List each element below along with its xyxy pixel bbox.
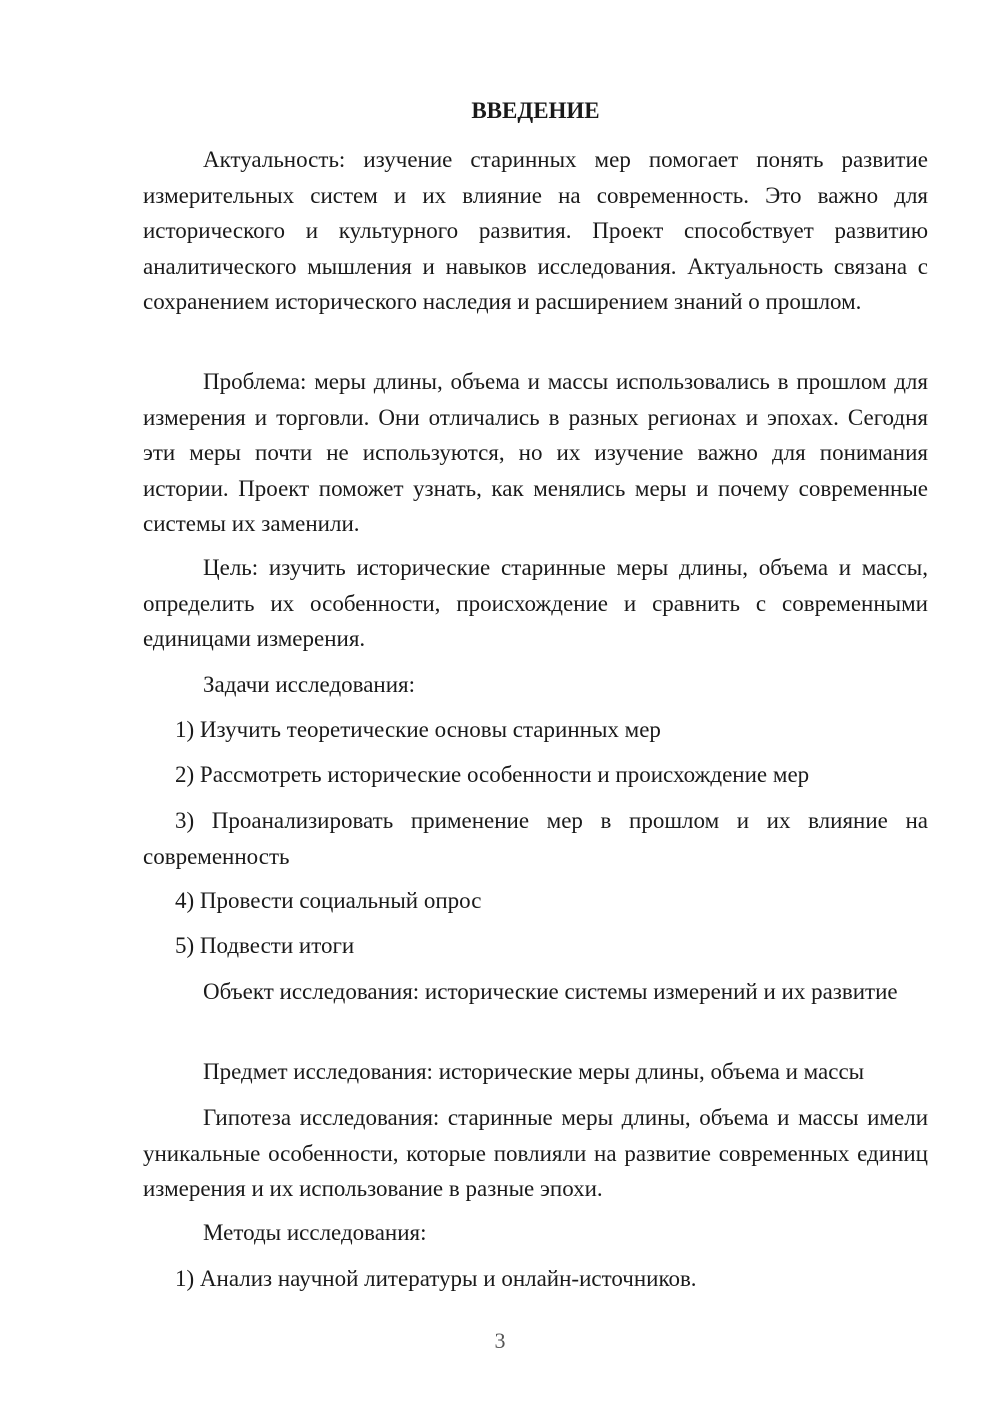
methods-title: Методы исследования: [203, 1220, 427, 1245]
task-item-5: 5) Подвести итоги [175, 933, 355, 958]
page-title: ВВЕДЕНИЕ [471, 98, 600, 123]
page-number: 3 [494, 1328, 506, 1353]
hypothesis-paragraph: Гипотеза исследования: старинные меры длины, объема и массы имели уникальные особенности, которые повлияли на развитие современных единиц измерения и их использование в разные эпохи. [143, 1105, 928, 1201]
tasks-title: Задачи исследования: [203, 672, 416, 697]
task-item-2: 2) Рассмотреть исторические особенности и происхождение мер [175, 762, 810, 787]
relevance-paragraph: Актуальность: изучение старинных мер помогает понять развитие измерительных систем и их влияние на современность. Это важно для исторического и культурного развития. Проект способствует развитию аналитического мышления и навыков исследования. Актуальность связана с сохранением исторического наследия и расширением знаний о прошлом. [143, 147, 928, 314]
task-item-1: 1) Изучить теоретические основы старинных мер [175, 717, 661, 742]
problem-paragraph: Проблема: меры длины, объема и массы использовались в прошлом для измерения и торговли. Они отличались в разных регионах и эпохах. Сегодня эти меры почти не используются, но их изучение важно для понимания истории. Проект поможет узнать, как менялись меры и почему современные системы их заменили. [143, 369, 928, 536]
goal-paragraph: Цель: изучить исторические старинные меры длины, объема и массы, определить их особенности, происхождение и сравнить с современными единицами измерения. [143, 555, 928, 651]
task-item-4: 4) Провести социальный опрос [175, 888, 482, 913]
task-item-3: 3) Проанализировать применение мер в прошлом и их влияние на современность [143, 808, 928, 869]
method-item-1: 1) Анализ научной литературы и онлайн-источников. [175, 1266, 697, 1291]
subject-paragraph: Предмет исследования: исторические меры длины, объема и массы [203, 1059, 865, 1084]
object-paragraph: Объект исследования: исторические системы измерений и их развитие [203, 979, 898, 1004]
